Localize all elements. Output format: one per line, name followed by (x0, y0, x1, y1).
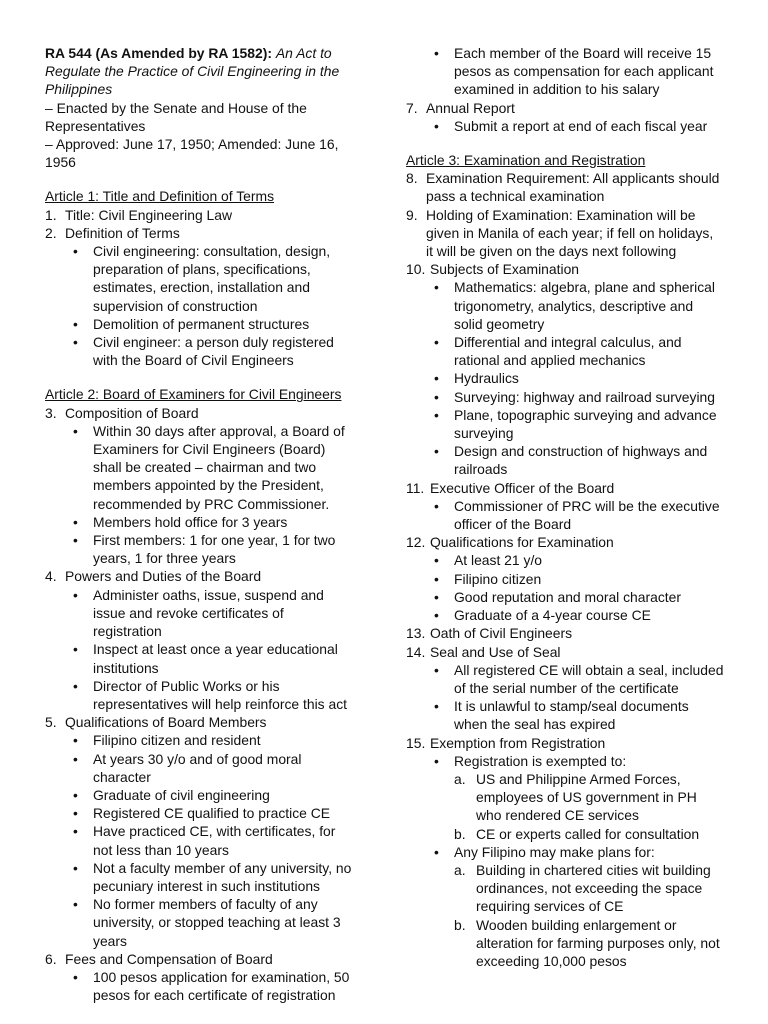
enacted-line: – Enacted by the Senate and House of the Representatives (45, 99, 307, 134)
list-item: • Mathematics: algebra, plane and spherical trigonometry, analytics, descriptive and solid geometry (434, 279, 715, 332)
list-item: • Any Filipino may make plans for: (434, 843, 655, 860)
section-10: 10. Subjects of Examination (406, 261, 580, 278)
list-item: • Graduate of a 4-year course CE (434, 607, 651, 624)
list-item: a. Building in chartered cities wit building ordinances, not exceeding the space requiring services of CE (454, 861, 711, 915)
list-item: • Members hold office for 3 years (73, 513, 288, 530)
right-column (406, 44, 724, 970)
list-item: • Submit a report at end of each fiscal year (434, 117, 708, 134)
list-item: • Have practiced CE, with certificates, for not less than 10 years (73, 823, 336, 858)
list-item: • Registered CE qualified to practice CE (73, 805, 331, 822)
section-9: 9. Holding of Examination: Examination will be given in Manila of each year; if fell on holidays, it will be given on the days next following (406, 206, 714, 260)
list-item: • Graduate of civil engineering (73, 786, 270, 803)
section-2-bullets (45, 242, 353, 369)
list-item: • Design and construction of highways and railroads (434, 443, 708, 478)
section-7: 7. Annual Report (406, 99, 515, 116)
section-15-bullets (406, 752, 724, 770)
section-8: 8. Examination Requirement: All applicants should pass a technical examination (406, 170, 720, 205)
section-7-bullets (406, 117, 724, 135)
list-item: • All registered CE will obtain a seal, included of the serial number of the certificate (434, 661, 724, 696)
list-item: • Within 30 days after approval, a Board of Examiners for Civil Engineers (Board) shall be created – chairman and two members appointed by the President, recommended by PRC Commissioner. (73, 422, 345, 512)
section-3: 3. Composition of Board (45, 404, 199, 421)
article-2-heading: Article 2: Board of Examiners for Civil Engineers (45, 386, 342, 403)
section-14-bullets (406, 661, 724, 734)
section-6-bullets-continued (406, 44, 724, 99)
section-15: 15. Exemption from Registration (406, 734, 606, 751)
list-item: • At years 30 y/o and of good moral character (73, 750, 302, 785)
list-item: • Good reputation and moral character (434, 588, 682, 605)
section-11: 11. Executive Officer of the Board (406, 479, 615, 496)
document-subtitle: An Act to Regulate the Practice of Civil Engineering in the Philippines (45, 45, 340, 98)
section-1: 1. Title: Civil Engineering Law (45, 206, 233, 223)
list-item: • Civil engineer: a person duly registered with the Board of Civil Engineers (73, 334, 334, 369)
list-item: • Administer oaths, issue, suspend and issue and revoke certificates of registration (73, 586, 324, 640)
section-6: 6. Fees and Compensation of Board (45, 950, 273, 967)
list-item: b. CE or experts called for consultation (454, 825, 700, 842)
section-10-bullets (406, 278, 724, 478)
article-1-heading: Article 1: Title and Definition of Terms (45, 188, 275, 205)
section-4-bullets (45, 586, 353, 713)
section-15-exempted-list (406, 770, 724, 843)
list-item: • Plane, topographic surveying and advance surveying (434, 406, 717, 442)
list-item: b. Wooden building enlargement or alteration for farming purposes only, not exceeding 10,000 pesos (454, 916, 720, 969)
article-3-heading: Article 3: Examination and Registration (406, 152, 646, 169)
section-12: 12. Qualifications for Examination (406, 534, 614, 551)
section-5: 5. Qualifications of Board Members (45, 714, 267, 731)
section-5-bullets (45, 731, 353, 949)
list-item: • Filipino citizen and resident (73, 732, 261, 749)
list-item: • Not a faculty member of any university, no pecuniary interest in such institutions (73, 859, 352, 894)
list-item: • First members: 1 for one year, 1 for two years, 1 for three years (73, 532, 336, 567)
section-15-plans-list (406, 861, 724, 970)
list-item: • Each member of the Board will receive 15 pesos as compensation for each applicant examined in addition to his salary (434, 45, 714, 98)
list-item: • Filipino citizen (434, 570, 542, 587)
left-column (45, 44, 353, 1004)
list-item: • It is unlawful to stamp/seal documents when the seal has expired (434, 698, 689, 733)
list-item: • Differential and integral calculus, and rational and applied mechanics (434, 334, 682, 369)
list-item: • Civil engineering: consultation, design, preparation of plans, specifications, estimates, erection, installation and supervision of construction (73, 243, 331, 314)
list-item: • Inspect at least once a year educational institutions (73, 641, 338, 676)
section-12-bullets (406, 551, 724, 624)
document-title: RA 544 (As Amended by RA 1582): (45, 45, 272, 61)
section-13: 13. Oath of Civil Engineers (406, 625, 573, 642)
approved-line: – Approved: June 17, 1950; Amended: June 16, 1956 (45, 136, 339, 171)
list-item: • Hydraulics (434, 370, 519, 387)
section-15-bullets-2 (406, 843, 724, 861)
document-header (45, 44, 353, 171)
list-item: • No former members of faculty of any university, or stopped teaching at least 3 years (73, 896, 341, 949)
list-item: • Director of Public Works or his representatives will help reinforce this act (73, 677, 348, 712)
section-2: 2. Definition of Terms (45, 224, 180, 241)
section-6-bullets (45, 968, 353, 1004)
list-item: • 100 pesos application for examination, 50 pesos for each certificate of registration (73, 968, 350, 1004)
list-item: • Commissioner of PRC will be the executive officer of the Board (434, 497, 720, 533)
list-item: a. US and Philippine Armed Forces, employees of US government in PH who rendered CE services (454, 770, 697, 824)
list-item: • At least 21 y/o (434, 552, 543, 569)
list-item: • Demolition of permanent structures (73, 315, 310, 332)
section-4: 4. Powers and Duties of the Board (45, 568, 262, 585)
section-3-bullets (45, 422, 353, 568)
section-11-bullets (406, 497, 724, 533)
section-14: 14. Seal and Use of Seal (406, 643, 561, 660)
list-item: • Surveying: highway and railroad surveying (434, 388, 715, 405)
list-item: • Registration is exempted to: (434, 752, 627, 769)
